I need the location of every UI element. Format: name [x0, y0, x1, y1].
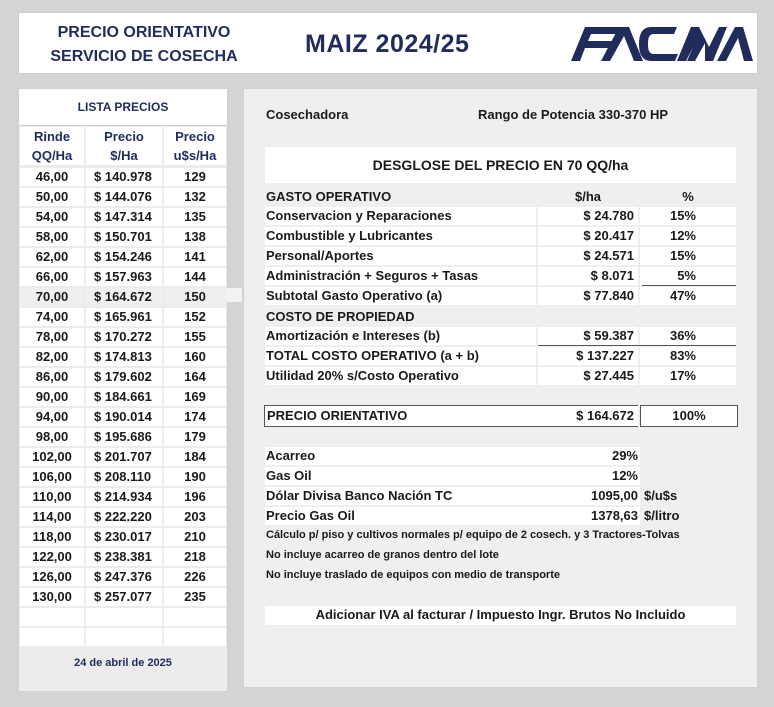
price-row [19, 227, 227, 247]
price-amount-box [538, 405, 638, 427]
note-1: Cálculo p/ piso y cultivos normales p/ equipo de 2 cosech. y 3 Tractores-Tolvas [266, 529, 680, 541]
op-header-label: GASTO OPERATIVO [266, 189, 392, 204]
ownership-item-pct-box [640, 347, 736, 365]
breakdown-panel [243, 88, 758, 688]
op-item-label: Subtotal Gasto Operativo (a) [266, 288, 443, 303]
usd-cell: 210 [164, 528, 226, 546]
price-row [19, 307, 227, 327]
precio-cell: $ 140.978 [86, 168, 162, 186]
usd-cell: 196 [164, 488, 226, 506]
rinde-cell: 94,00 [20, 408, 84, 426]
op-item-pct-box [640, 267, 736, 285]
ownership-item-pct: 17% [669, 368, 696, 383]
op-item-pct: 47% [669, 288, 696, 303]
precio-cell: $ 157.963 [86, 268, 162, 286]
op-item-label-box [265, 207, 536, 225]
param-label: Dólar Divisa Banco Nación TC [266, 488, 453, 503]
col-header-usd-line2: u$s/Ha [173, 148, 217, 163]
rinde-cell: 58,00 [20, 228, 84, 246]
price-row [19, 567, 227, 587]
param-unit: $/u$s [644, 488, 678, 503]
usd-cell: 235 [164, 588, 226, 606]
precio-cell: $ 247.376 [86, 568, 162, 586]
col-header-precio [86, 127, 162, 165]
rinde-cell: 74,00 [20, 308, 84, 326]
col-header-usd [164, 127, 226, 165]
price-row [19, 247, 227, 267]
price-row [19, 607, 227, 627]
ownership-item-label: Utilidad 20% s/Costo Operativo [266, 368, 459, 383]
precio-cell: $ 184.661 [86, 388, 162, 406]
price-list-rows [19, 167, 227, 647]
usd-cell: 132 [164, 188, 226, 206]
rinde-cell: 86,00 [20, 368, 84, 386]
op-item-pct: 15% [669, 208, 696, 223]
param-unit: $/litro [644, 508, 680, 523]
op-item-amount: $ 24.571 [583, 248, 634, 263]
price-pct: 100% [672, 408, 706, 423]
price-row [19, 507, 227, 527]
rinde-cell: 106,00 [20, 468, 84, 486]
precio-cell: $ 222.220 [86, 508, 162, 526]
rinde-cell: 114,00 [20, 508, 84, 526]
note-3: No incluye traslado de equipos con medio de transporte [266, 569, 560, 581]
precio-cell [86, 608, 162, 626]
price-row [19, 267, 227, 287]
op-item-amount-box [538, 287, 638, 305]
price-row [19, 447, 227, 467]
op-item-amount-box [538, 267, 638, 285]
price-row [19, 487, 227, 507]
op-item-pct-box [640, 247, 736, 265]
header-title [49, 21, 239, 69]
op-item-pct-box [640, 287, 736, 305]
usd-cell: 160 [164, 348, 226, 366]
ownership-item-amount-box [538, 367, 638, 385]
ownership-item-label-box [265, 327, 536, 345]
rinde-cell: 70,00 [20, 288, 84, 306]
precio-cell: $ 144.076 [86, 188, 162, 206]
usd-cell: 190 [164, 468, 226, 486]
list-date: 24 de abril de 2025 [74, 657, 172, 669]
usd-cell: 155 [164, 328, 226, 346]
usd-cell [164, 608, 226, 626]
ownership-item-label: TOTAL COSTO OPERATIVO (a + b) [266, 348, 479, 363]
subtotal-rule [642, 285, 736, 286]
breakdown-title-box [265, 147, 736, 183]
note-2: No incluye acarreo de granos dentro del lote [266, 549, 499, 561]
price-row [19, 387, 227, 407]
price-row [19, 427, 227, 447]
op-item-label: Administración + Seguros + Tasas [266, 268, 479, 283]
op-header-pct: % [682, 189, 694, 204]
rinde-cell: 78,00 [20, 328, 84, 346]
op-item-pct-box [640, 207, 736, 225]
price-list-title: LISTA PRECIOS [19, 89, 227, 126]
ownership-item-label-box [265, 347, 536, 365]
usd-cell: 169 [164, 388, 226, 406]
precio-cell: $ 147.314 [86, 208, 162, 226]
price-row [19, 367, 227, 387]
col-header-precio-line2: $/Ha [110, 148, 138, 163]
op-item-label-box [265, 247, 536, 265]
price-row [19, 587, 227, 607]
usd-cell: 203 [164, 508, 226, 526]
price-row [19, 287, 227, 307]
col-header-rinde-line1: Rinde [33, 129, 71, 144]
op-item-pct-box [640, 227, 736, 245]
op-item-amount: $ 20.417 [583, 228, 634, 243]
param-value: 1378,63 [591, 508, 638, 523]
op-item-pct: 12% [669, 228, 696, 243]
header-title-line2: SERVICIO DE COSECHA [50, 48, 238, 65]
op-item-amount: $ 8.071 [590, 268, 634, 283]
breakdown-title: DESGLOSE DEL PRECIO EN 70 QQ/ha [372, 157, 629, 173]
rinde-cell: 50,00 [20, 188, 84, 206]
price-row [19, 347, 227, 367]
precio-cell: $ 154.246 [86, 248, 162, 266]
op-item-label-box [265, 267, 536, 285]
op-item-amount-box [538, 227, 638, 245]
op-item-amount-box [538, 207, 638, 225]
precio-cell [86, 628, 162, 646]
facma-logo [567, 23, 753, 65]
header-title-line1: PRECIO ORIENTATIVO [57, 24, 231, 41]
rinde-cell: 102,00 [20, 448, 84, 466]
precio-cell: $ 257.077 [86, 588, 162, 606]
price-label-box [264, 405, 539, 427]
row-highlight-extension [226, 288, 242, 302]
precio-cell: $ 214.934 [86, 488, 162, 506]
usd-cell: 152 [164, 308, 226, 326]
ownership-item-amount-box [538, 347, 638, 365]
rinde-cell: 66,00 [20, 268, 84, 286]
op-item-amount: $ 24.780 [583, 208, 634, 223]
col-header-rinde-line2: QQ/Ha [31, 148, 73, 163]
precio-cell: $ 195.686 [86, 428, 162, 446]
rinde-cell: 62,00 [20, 248, 84, 266]
price-row [19, 527, 227, 547]
col-header-precio-line1: Precio [104, 129, 144, 144]
op-item-pct: 5% [677, 268, 696, 283]
precio-cell: $ 238.381 [86, 548, 162, 566]
price-row [19, 327, 227, 347]
usd-cell [164, 628, 226, 646]
usd-cell: 135 [164, 208, 226, 226]
rinde-cell: 54,00 [20, 208, 84, 226]
precio-cell: $ 208.110 [86, 468, 162, 486]
price-row [19, 407, 227, 427]
crop-title: MAIZ 2024/25 [305, 30, 470, 58]
price-row [19, 207, 227, 227]
usd-cell: 164 [164, 368, 226, 386]
usd-cell: 144 [164, 268, 226, 286]
rinde-cell: 90,00 [20, 388, 84, 406]
param-label: Acarreo [266, 448, 316, 463]
footer-note-box [265, 606, 736, 625]
op-item-pct: 15% [669, 248, 696, 263]
usd-cell: 226 [164, 568, 226, 586]
ownership-item-amount: $ 27.445 [583, 368, 634, 383]
usd-cell: 218 [164, 548, 226, 566]
rinde-cell: 118,00 [20, 528, 84, 546]
op-item-label: Personal/Aportes [266, 248, 374, 263]
param-row [265, 447, 640, 465]
param-row [265, 487, 640, 505]
rinde-cell [20, 608, 84, 626]
usd-cell: 141 [164, 248, 226, 266]
usd-cell: 174 [164, 408, 226, 426]
power-range: Rango de Potencia 330-370 HP [478, 107, 669, 122]
rinde-cell: 110,00 [20, 488, 84, 506]
precio-cell: $ 150.701 [86, 228, 162, 246]
op-item-label: Combustible y Lubricantes [266, 228, 433, 243]
usd-cell: 179 [164, 428, 226, 446]
price-pct-box [640, 405, 738, 427]
precio-cell: $ 164.672 [86, 288, 162, 306]
col-header-usd-line1: Precio [175, 129, 215, 144]
op-item-label: Conservacion y Reparaciones [266, 208, 452, 223]
usd-cell: 129 [164, 168, 226, 186]
ownership-item-label-box [265, 367, 536, 385]
usd-cell: 138 [164, 228, 226, 246]
price-label: PRECIO ORIENTATIVO [267, 408, 408, 423]
param-value: 29% [611, 448, 638, 463]
price-list-panel [18, 88, 228, 692]
param-label: Gas Oil [266, 468, 312, 483]
precio-cell: $ 230.017 [86, 528, 162, 546]
ownership-item-pct: 83% [669, 348, 696, 363]
precio-cell: $ 179.602 [86, 368, 162, 386]
precio-cell: $ 190.014 [86, 408, 162, 426]
total-rule [538, 345, 736, 346]
usd-cell: 184 [164, 448, 226, 466]
rinde-cell: 126,00 [20, 568, 84, 586]
op-item-amount-box [538, 247, 638, 265]
ownership-header: COSTO DE PROPIEDAD [266, 309, 415, 324]
rinde-cell: 130,00 [20, 588, 84, 606]
precio-cell: $ 170.272 [86, 328, 162, 346]
rinde-cell: 82,00 [20, 348, 84, 366]
ownership-item-pct-box [640, 367, 736, 385]
rinde-cell: 122,00 [20, 548, 84, 566]
ownership-item-pct-box [640, 327, 736, 345]
param-row [265, 467, 640, 485]
rinde-cell: 98,00 [20, 428, 84, 446]
price-row [19, 187, 227, 207]
ownership-item-amount-box [538, 327, 638, 345]
precio-cell: $ 165.961 [86, 308, 162, 326]
footer-note: Adicionar IVA al facturar / Impuesto Ingr. Brutos No Incluido [315, 607, 686, 622]
price-row [19, 547, 227, 567]
price-row [19, 467, 227, 487]
machine-label: Cosechadora [266, 107, 349, 122]
ownership-item-label: Amortización e Intereses (b) [266, 328, 441, 343]
ownership-item-amount: $ 59.387 [583, 328, 634, 343]
ownership-item-pct: 36% [669, 328, 696, 343]
price-row [19, 627, 227, 647]
op-header-amount: $/ha [574, 189, 601, 204]
precio-cell: $ 174.813 [86, 348, 162, 366]
usd-cell: 150 [164, 288, 226, 306]
price-amount: $ 164.672 [576, 408, 634, 423]
header-bar [18, 12, 758, 74]
param-value: 1095,00 [591, 488, 638, 503]
param-value: 12% [611, 468, 638, 483]
op-item-label-box [265, 287, 536, 305]
rinde-cell: 46,00 [20, 168, 84, 186]
ownership-item-amount: $ 137.227 [576, 348, 634, 363]
price-row [19, 167, 227, 187]
col-header-rinde [20, 127, 84, 165]
precio-cell: $ 201.707 [86, 448, 162, 466]
param-label: Precio Gas Oil [266, 508, 355, 523]
op-item-amount: $ 77.840 [583, 288, 634, 303]
op-item-label-box [265, 227, 536, 245]
param-row [265, 507, 640, 525]
rinde-cell [20, 628, 84, 646]
